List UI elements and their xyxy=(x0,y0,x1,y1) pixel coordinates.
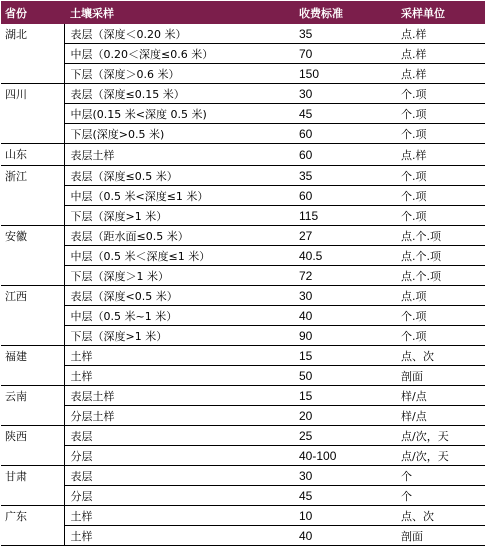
unit-cell: 个.项 xyxy=(397,84,485,104)
unit-cell: 点.样 xyxy=(397,64,485,84)
fee-cell: 70 xyxy=(295,44,397,64)
fee-cell: 15 xyxy=(295,386,397,406)
unit-cell: 点.个.项 xyxy=(397,246,485,266)
sampling-fee-table xyxy=(1,1,485,546)
sampling-cell: 表层（深度≤0.15 米） xyxy=(64,84,295,104)
fee-cell: 30 xyxy=(295,286,397,306)
unit-cell: 剖面 xyxy=(397,526,485,546)
table-row xyxy=(1,44,485,64)
table-row xyxy=(1,366,485,386)
table-row xyxy=(1,326,485,346)
sampling-cell: 中层（0.5 米＜深度≤1 米） xyxy=(64,246,295,266)
fee-cell: 20 xyxy=(295,406,397,426)
fee-cell: 72 xyxy=(295,266,397,286)
sampling-cell: 中层(0.15 米<深度 0.5 米) xyxy=(64,104,295,124)
fee-cell: 45 xyxy=(295,486,397,506)
province-cell: 四川 xyxy=(1,84,64,144)
province-cell: 江西 xyxy=(1,286,64,346)
sampling-cell: 表层（距水面≤0.5 米） xyxy=(64,226,295,246)
table-row xyxy=(1,506,485,526)
province-cell: 福建 xyxy=(1,346,64,386)
province-cell: 安徽 xyxy=(1,226,64,286)
fee-cell: 60 xyxy=(295,124,397,144)
header-row xyxy=(1,1,485,24)
fee-cell: 40.5 xyxy=(295,246,397,266)
header-unit: 采样单位 xyxy=(397,1,485,24)
table-row xyxy=(1,166,485,186)
sampling-cell: 下层（深度>1 米） xyxy=(64,326,295,346)
table-row xyxy=(1,286,485,306)
table-row xyxy=(1,64,485,84)
sampling-cell: 分层 xyxy=(64,486,295,506)
fee-cell: 10 xyxy=(295,506,397,526)
fee-cell: 35 xyxy=(295,24,397,44)
sampling-cell: 表层（深度<0.5 米） xyxy=(64,286,295,306)
unit-cell: 点.项 xyxy=(397,286,485,306)
unit-cell: 剖面 xyxy=(397,366,485,386)
sampling-cell: 表层土样 xyxy=(64,386,295,406)
sampling-cell: 表层 xyxy=(64,466,295,486)
fee-cell: 60 xyxy=(295,144,397,166)
fee-cell: 150 xyxy=(295,64,397,84)
fee-cell: 40 xyxy=(295,306,397,326)
unit-cell: 个.项 xyxy=(397,206,485,226)
fee-cell: 50 xyxy=(295,366,397,386)
unit-cell: 点.个.项 xyxy=(397,226,485,246)
province-cell: 甘肃 xyxy=(1,466,64,506)
unit-cell: 个.项 xyxy=(397,124,485,144)
unit-cell: 点.样 xyxy=(397,24,485,44)
table-row xyxy=(1,266,485,286)
sampling-cell: 土样 xyxy=(64,346,295,366)
fee-cell: 30 xyxy=(295,466,397,486)
sampling-cell: 下层（深度>1 米） xyxy=(64,206,295,226)
province-cell: 云南 xyxy=(1,386,64,426)
sampling-cell: 土样 xyxy=(64,526,295,546)
unit-cell: 个 xyxy=(397,466,485,486)
table-row xyxy=(1,426,485,446)
unit-cell: 个.项 xyxy=(397,186,485,206)
table-row xyxy=(1,206,485,226)
table-body xyxy=(1,24,485,546)
unit-cell: 点.个.项 xyxy=(397,266,485,286)
unit-cell: 个.项 xyxy=(397,104,485,124)
unit-cell: 点、次 xyxy=(397,506,485,526)
sampling-cell: 表层 xyxy=(64,426,295,446)
unit-cell: 样/点 xyxy=(397,406,485,426)
unit-cell: 点.样 xyxy=(397,144,485,166)
sampling-cell: 中层（0.20＜深度≤0.6 米） xyxy=(64,44,295,64)
header-sampling: 土壤采样 xyxy=(64,1,295,24)
unit-cell: 个.项 xyxy=(397,306,485,326)
table-row xyxy=(1,84,485,104)
fee-cell: 30 xyxy=(295,84,397,104)
province-cell: 广东 xyxy=(1,506,64,546)
unit-cell: 个.项 xyxy=(397,166,485,186)
fee-cell: 35 xyxy=(295,166,397,186)
sampling-cell: 下层(深度>0.5 米) xyxy=(64,124,295,144)
fee-cell: 115 xyxy=(295,206,397,226)
sampling-cell: 下层（深度＞1 米） xyxy=(64,266,295,286)
unit-cell: 点/次，天 xyxy=(397,426,485,446)
sampling-cell: 表层土样 xyxy=(64,144,295,166)
table-row xyxy=(1,124,485,144)
fee-cell: 90 xyxy=(295,326,397,346)
fee-cell: 25 xyxy=(295,426,397,446)
unit-cell: 点、次 xyxy=(397,346,485,366)
province-cell: 浙江 xyxy=(1,166,64,226)
table-row xyxy=(1,346,485,366)
sampling-cell: 中层（0.5 米<深度≤1 米） xyxy=(64,186,295,206)
table-row xyxy=(1,246,485,266)
fee-cell: 40-100 xyxy=(295,446,397,466)
sampling-cell: 土样 xyxy=(64,366,295,386)
sampling-cell: 土样 xyxy=(64,506,295,526)
table-row xyxy=(1,406,485,426)
unit-cell: 点.样 xyxy=(397,44,485,64)
table-row xyxy=(1,306,485,326)
province-cell: 湖北 xyxy=(1,24,64,84)
sampling-cell: 分层 xyxy=(64,446,295,466)
fee-cell: 60 xyxy=(295,186,397,206)
table-row xyxy=(1,526,485,546)
province-cell: 陕西 xyxy=(1,426,64,466)
fee-cell: 15 xyxy=(295,346,397,366)
unit-cell: 点/次，天 xyxy=(397,446,485,466)
table-row xyxy=(1,466,485,486)
table-row xyxy=(1,486,485,506)
header-province: 省份 xyxy=(1,1,64,24)
sampling-cell: 中层（0.5 米~1 米） xyxy=(64,306,295,326)
sampling-cell: 表层（深度＜0.20 米） xyxy=(64,24,295,44)
sampling-cell: 分层土样 xyxy=(64,406,295,426)
header-fee: 收费标准 xyxy=(295,1,397,24)
table-row xyxy=(1,226,485,246)
province-cell: 山东 xyxy=(1,144,64,166)
unit-cell: 个.项 xyxy=(397,326,485,346)
sampling-cell: 表层（深度≤0.5 米） xyxy=(64,166,295,186)
table-row xyxy=(1,24,485,44)
table-row xyxy=(1,386,485,406)
table-row xyxy=(1,446,485,466)
unit-cell: 样/点 xyxy=(397,386,485,406)
fee-cell: 27 xyxy=(295,226,397,246)
sampling-cell: 下层（深度＞0.6 米） xyxy=(64,64,295,84)
table-header xyxy=(1,1,485,24)
fee-cell: 40 xyxy=(295,526,397,546)
table-row xyxy=(1,186,485,206)
unit-cell: 个 xyxy=(397,486,485,506)
table-row xyxy=(1,144,485,166)
table-row xyxy=(1,104,485,124)
fee-cell: 45 xyxy=(295,104,397,124)
